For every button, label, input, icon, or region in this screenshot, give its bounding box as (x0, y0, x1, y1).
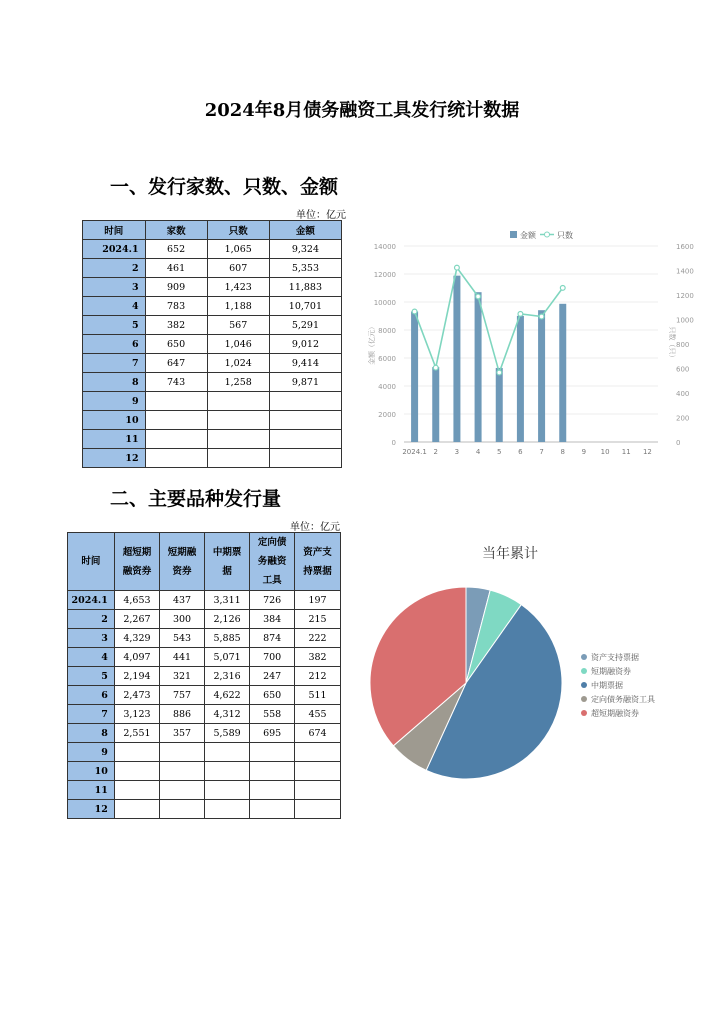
legend-line-label: 只数 (557, 231, 573, 240)
y-left-tick-label: 12000 (373, 271, 396, 279)
table-cell: 650 (250, 686, 295, 705)
legend-label: 定向债务融资工具 (591, 695, 655, 704)
section2-unit: 单位：亿元 (290, 522, 340, 533)
line-point (560, 285, 565, 290)
table-cell: 4,329 (114, 629, 159, 648)
table-row (83, 449, 342, 468)
row-label: 3 (68, 629, 115, 648)
table-cell (114, 781, 159, 800)
table-cell: 1,065 (207, 240, 269, 259)
table-cell: 2,267 (114, 610, 159, 629)
table-cell: 607 (207, 259, 269, 278)
table-cell: 9,414 (269, 354, 341, 373)
line-point (412, 309, 417, 314)
bar (453, 276, 460, 442)
x-tick-label: 12 (642, 448, 652, 456)
row-label: 2024.1 (83, 240, 146, 259)
table-cell: 2,551 (114, 724, 159, 743)
table-cell: 909 (145, 278, 207, 297)
table-cell (204, 781, 249, 800)
table-cell (145, 449, 207, 468)
row-label: 7 (68, 705, 115, 724)
y-left-tick-label: 0 (391, 439, 396, 447)
column-header: 家数 (145, 221, 207, 240)
table-cell (114, 762, 159, 781)
y-right-tick-label: 800 (676, 341, 690, 349)
row-label: 8 (68, 724, 115, 743)
table-cell: 5,291 (269, 316, 341, 335)
table-cell (250, 781, 295, 800)
table-cell: 382 (295, 648, 341, 667)
table-cell (207, 449, 269, 468)
bar (411, 311, 418, 442)
table-cell: 437 (160, 591, 205, 610)
table-cell (207, 392, 269, 411)
table-row (68, 743, 341, 762)
table-cell (160, 762, 205, 781)
legend-label: 短期融资券 (591, 667, 631, 676)
x-tick-label: 7 (539, 448, 544, 456)
table-cell: 9,871 (269, 373, 341, 392)
table-cell: 3,311 (204, 591, 249, 610)
section1-unit: 单位：亿元 (296, 210, 346, 221)
section2-heading: 二、主要品种发行量 (110, 488, 282, 510)
row-label: 4 (83, 297, 146, 316)
legend-line-marker (545, 232, 550, 237)
table-cell: 300 (160, 610, 205, 629)
table-cell (114, 800, 159, 819)
table-cell: 455 (295, 705, 341, 724)
y-right-tick-label: 0 (676, 439, 681, 447)
table-row (68, 781, 341, 800)
table-cell: 9,012 (269, 335, 341, 354)
table-row (83, 411, 342, 430)
line-point (518, 311, 523, 316)
table-cell: 726 (250, 591, 295, 610)
pie-chart (360, 536, 700, 786)
combo-chart-svg (360, 222, 692, 472)
table-cell: 461 (145, 259, 207, 278)
table-row (68, 705, 341, 724)
row-label: 6 (83, 335, 146, 354)
table-cell: 3,123 (114, 705, 159, 724)
table-cell (269, 392, 341, 411)
row-label: 10 (68, 762, 115, 781)
table-cell: 1,046 (207, 335, 269, 354)
table-row (83, 297, 342, 316)
x-tick-label: 2 (433, 448, 438, 456)
table-cell: 1,188 (207, 297, 269, 316)
table-cell: 5,885 (204, 629, 249, 648)
table-cell: 441 (160, 648, 205, 667)
pie-chart-svg (360, 536, 700, 786)
table-row (83, 240, 342, 259)
legend-marker (581, 682, 587, 688)
table-cell: 212 (295, 667, 341, 686)
table-cell: 886 (160, 705, 205, 724)
table-cell: 1,423 (207, 278, 269, 297)
table-cell: 222 (295, 629, 341, 648)
legend-marker (581, 654, 587, 660)
table-cell: 4,097 (114, 648, 159, 667)
column-header: 定向债 务融资 工具 (250, 533, 295, 591)
table-row (68, 762, 341, 781)
column-header: 时间 (83, 221, 146, 240)
table-cell: 5,589 (204, 724, 249, 743)
table-header-row (83, 221, 342, 240)
row-label: 11 (68, 781, 115, 800)
line-point (455, 265, 460, 270)
table-cell (207, 430, 269, 449)
column-header: 只数 (207, 221, 269, 240)
table-cell: 511 (295, 686, 341, 705)
table-cell (250, 762, 295, 781)
table-cell: 384 (250, 610, 295, 629)
table-row (68, 648, 341, 667)
row-label: 7 (83, 354, 146, 373)
table-cell: 652 (145, 240, 207, 259)
table-row (83, 316, 342, 335)
row-label: 5 (68, 667, 115, 686)
table-row (68, 591, 341, 610)
x-tick-label: 11 (621, 448, 631, 456)
line-point (476, 294, 481, 299)
column-header: 短期融 资券 (160, 533, 205, 591)
variety-table (67, 532, 341, 819)
table-cell: 558 (250, 705, 295, 724)
table-cell (160, 743, 205, 762)
row-label: 12 (83, 449, 146, 468)
y-left-tick-label: 10000 (373, 299, 396, 307)
y-right-tick-label: 1600 (676, 243, 694, 251)
combo-chart (360, 222, 692, 472)
legend-bar-swatch (510, 231, 517, 238)
table-row (68, 724, 341, 743)
table-cell: 695 (250, 724, 295, 743)
x-tick-label: 10 (600, 448, 610, 456)
x-tick-label: 2024.1 (402, 448, 427, 456)
table-row (68, 686, 341, 705)
table-cell (204, 743, 249, 762)
table-cell (204, 800, 249, 819)
table-cell: 2,473 (114, 686, 159, 705)
legend-marker (581, 668, 587, 674)
y-right-tick-label: 1400 (676, 267, 694, 276)
table-cell: 647 (145, 354, 207, 373)
y-left-tick-label: 8000 (378, 327, 396, 335)
section1-heading: 一、发行家数、只数、金额 (110, 176, 339, 198)
table-cell (295, 781, 341, 800)
table-cell: 10,701 (269, 297, 341, 316)
row-label: 2024.1 (68, 591, 115, 610)
y-right-axis-title: 只数（只） (668, 326, 676, 362)
table-cell: 874 (250, 629, 295, 648)
table-cell: 5,071 (204, 648, 249, 667)
table-row (68, 800, 341, 819)
table-cell (295, 743, 341, 762)
table-cell: 11,883 (269, 278, 341, 297)
table-cell: 543 (160, 629, 205, 648)
x-tick-label: 5 (497, 448, 502, 456)
table-row (83, 278, 342, 297)
x-tick-label: 4 (475, 448, 481, 456)
table-cell: 5,353 (269, 259, 341, 278)
table-cell (207, 411, 269, 430)
y-right-tick-label: 200 (676, 414, 690, 423)
table-cell: 215 (295, 610, 341, 629)
legend-label: 中期票据 (591, 681, 623, 690)
table-cell: 650 (145, 335, 207, 354)
table-cell: 2,194 (114, 667, 159, 686)
table-cell: 321 (160, 667, 205, 686)
table-row (83, 373, 342, 392)
table-cell: 4,622 (204, 686, 249, 705)
page-title: 2024年8月债务融资工具发行统计数据 (204, 100, 520, 121)
table-cell: 4,653 (114, 591, 159, 610)
row-label: 10 (83, 411, 146, 430)
table-cell (269, 411, 341, 430)
line-point (539, 314, 544, 319)
table-row (68, 629, 341, 648)
y-left-tick-label: 4000 (378, 383, 396, 391)
row-label: 2 (68, 610, 115, 629)
row-label: 2 (83, 259, 146, 278)
table-cell (269, 430, 341, 449)
row-label: 11 (83, 430, 146, 449)
row-label: 12 (68, 800, 115, 819)
legend-bar-label: 金额 (520, 231, 536, 240)
table-cell: 1,258 (207, 373, 269, 392)
table-row (83, 259, 342, 278)
table-cell (145, 411, 207, 430)
y-left-tick-label: 2000 (378, 411, 396, 419)
table-cell (269, 449, 341, 468)
legend-marker (581, 710, 587, 716)
table-cell: 567 (207, 316, 269, 335)
y-left-tick-label: 6000 (378, 355, 396, 363)
table-cell: 247 (250, 667, 295, 686)
table-row (83, 430, 342, 449)
table-cell (160, 781, 205, 800)
table-cell (250, 800, 295, 819)
y-right-tick-label: 1000 (676, 316, 694, 325)
table-row (68, 667, 341, 686)
column-header: 超短期 融资券 (114, 533, 159, 591)
table-cell (204, 762, 249, 781)
column-header: 中期票 据 (204, 533, 249, 591)
table-row (83, 335, 342, 354)
bar (432, 367, 439, 442)
table-row (83, 354, 342, 373)
row-label: 9 (68, 743, 115, 762)
table-cell: 1,024 (207, 354, 269, 373)
row-label: 4 (68, 648, 115, 667)
x-tick-label: 9 (581, 448, 587, 456)
legend-marker (581, 696, 587, 702)
table-cell (145, 392, 207, 411)
line-point (433, 365, 438, 370)
x-tick-label: 6 (518, 448, 523, 456)
row-label: 3 (83, 278, 146, 297)
table-cell: 4,312 (204, 705, 249, 724)
table-cell: 700 (250, 648, 295, 667)
x-tick-label: 8 (560, 448, 565, 456)
table-cell: 382 (145, 316, 207, 335)
row-label: 8 (83, 373, 146, 392)
table-cell: 9,324 (269, 240, 341, 259)
table-cell: 197 (295, 591, 341, 610)
line-point (497, 370, 502, 375)
pie-title: 当年累计 (482, 546, 538, 562)
column-header: 时间 (68, 533, 115, 591)
table-header-row (68, 533, 341, 591)
table-cell: 783 (145, 297, 207, 316)
bar (475, 292, 482, 442)
table-cell (160, 800, 205, 819)
table-cell (295, 800, 341, 819)
y-right-tick-label: 400 (676, 390, 690, 398)
table-cell: 674 (295, 724, 341, 743)
bar (496, 368, 503, 442)
y-right-tick-label: 600 (676, 365, 690, 374)
bar (538, 310, 545, 442)
row-label: 9 (83, 392, 146, 411)
table-cell: 743 (145, 373, 207, 392)
table-cell: 2,126 (204, 610, 249, 629)
y-left-axis-title: 金额（亿元） (368, 323, 376, 365)
legend-label: 资产支持票据 (591, 653, 639, 662)
x-tick-label: 3 (454, 448, 460, 456)
row-label: 5 (83, 316, 146, 335)
table-cell (250, 743, 295, 762)
table-cell (114, 743, 159, 762)
bar (517, 316, 524, 442)
table-cell: 357 (160, 724, 205, 743)
y-right-tick-label: 1200 (676, 292, 694, 300)
column-header: 金额 (269, 221, 341, 240)
table-cell: 2,316 (204, 667, 249, 686)
table-cell (295, 762, 341, 781)
bar (559, 304, 566, 442)
column-header: 资产支 持票据 (295, 533, 341, 591)
table-cell (145, 430, 207, 449)
table-row (68, 610, 341, 629)
table-row (83, 392, 342, 411)
issuance-table (82, 220, 342, 468)
legend-label: 超短期融资券 (591, 709, 639, 718)
table-cell: 757 (160, 686, 205, 705)
y-left-tick-label: 14000 (373, 243, 396, 251)
row-label: 6 (68, 686, 115, 705)
